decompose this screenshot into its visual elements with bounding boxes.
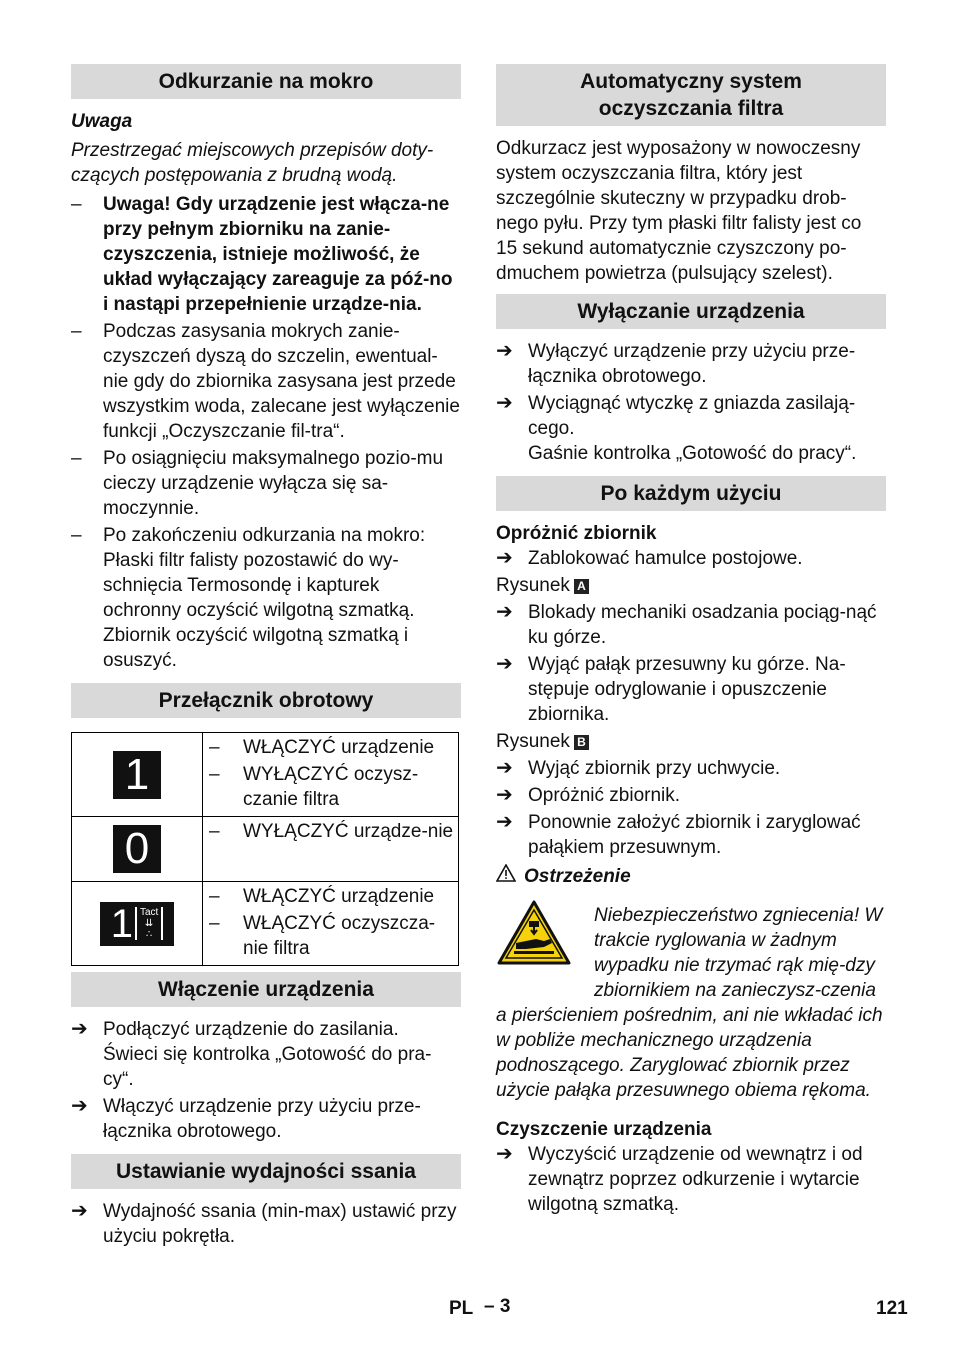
warning-title: Ostrzeżenie [524, 866, 631, 887]
figure-reference [496, 729, 886, 754]
note-text: Przestrzegać miejscowych przepisów doty-czących postępowania z brudną wodą. [71, 140, 434, 186]
instruction-text: Wydajność ssania (min-max) ustawić przy użyciu pokrętła. [103, 1201, 457, 1247]
switch-table [71, 732, 459, 966]
instruction-item [496, 391, 886, 466]
arrow-right-icon: ➔ [496, 392, 513, 414]
dash-marker: – [71, 321, 82, 342]
instruction-item [496, 339, 886, 389]
arrow-right-icon: ➔ [496, 1143, 513, 1165]
subheading-cleaning: Czyszczenie urządzenia [496, 1119, 712, 1140]
list-item-text: WYŁĄCZYĆ oczysz-czanie filtra [243, 764, 419, 810]
list-item [207, 735, 454, 760]
instruction-item [71, 1017, 461, 1092]
list-item-text: Po osiągnięciu maksymalnego pozio-mu cieczy urządzenie wyłącza się sa-moczynnie. [103, 448, 444, 519]
dash-marker: – [209, 913, 220, 934]
list-item [207, 762, 454, 812]
list-item [71, 446, 461, 521]
figure-b-badge: B [574, 735, 589, 750]
figure-reference [496, 573, 886, 598]
section-heading-rotary-switch: Przełącznik obrotowy [71, 683, 461, 718]
arrow-right-icon: ➔ [496, 547, 513, 569]
switch-symbol-cell [72, 817, 203, 882]
list-item [71, 523, 461, 673]
instruction-item [496, 652, 886, 727]
warning-text: Niebezpieczeństwo zgniecenia! W trakcie ryglowania w żadnym wypadku nie trzymać rąk mię-dzy zbiornikiem na zanieczysz-czenia a pierścieniem pośrednim, ani nie wkładać ich w pobliże mechanicznego urządzenia podnoszącego. Zaryglować zbiornik przez użycie pałąka przesuwnego obiema rękoma. [496, 905, 883, 1101]
footer-section: – 3 [484, 1296, 511, 1317]
section-heading-auto-filter-cleaning: Automatyczny system oczyszczania filtra [496, 64, 886, 126]
arrow-right-icon: ➔ [496, 653, 513, 675]
instruction-text: Włączyć urządzenie przy użyciu prze-łącznika obrotowego. [103, 1096, 421, 1142]
section-heading-wet-vacuuming: Odkurzanie na mokro [71, 64, 461, 99]
warning-header [496, 864, 886, 889]
section-heading-after-use: Po każdym użyciu [496, 476, 886, 511]
left-column [71, 64, 461, 1251]
arrow-right-icon: ➔ [496, 811, 513, 833]
dash-marker: – [71, 194, 82, 215]
figure-label: Rysunek [496, 731, 570, 752]
instruction-result: Gaśnie kontrolka „Gotowość do pracy“. [528, 443, 857, 464]
list-item-text: WŁĄCZYĆ urządzenie [243, 737, 435, 758]
dash-marker: – [71, 448, 82, 469]
instruction-text: Zablokować hamulce postojowe. [528, 548, 803, 569]
list-item-text: WŁĄCZYĆ urządzenie [243, 886, 435, 907]
instruction-item [496, 546, 886, 571]
instruction-text: Wyjąć zbiornik przy uchwycie. [528, 758, 781, 779]
instruction-item [496, 810, 886, 860]
instruction-item [496, 600, 886, 650]
list-item-text: Podczas zasysania mokrych zanie-czyszczeń dyszą do szczelin, ewentual-nie gdy do zbiornika zasysana jest przede wszystkim woda, zalecane jest wyłączenie funkcji „Oczyszczanie fil-tra“. [103, 321, 460, 442]
instruction-text: Ponownie założyć zbiornik i zaryglować pałąkiem przesuwnym. [528, 812, 861, 858]
instruction-text: Wyczyścić urządzenie od wewnątrz i od zewnątrz poprzez odkurzenie i wytarcie wilgotną szmatką. [528, 1144, 863, 1215]
footer-language: PL [449, 1298, 474, 1319]
arrow-right-icon: ➔ [71, 1200, 88, 1222]
instruction-text [103, 1017, 461, 1092]
switch-on-icon: 1 [113, 751, 161, 799]
instruction-text: Wyjąć pałąk przesuwny ku górze. Na-stępuje odryglowanie i opuszczenie zbiornika. [528, 654, 846, 725]
arrow-right-icon: ➔ [496, 601, 513, 623]
instruction-step: Podłączyć urządzenie do zasilania. [103, 1019, 399, 1040]
right-column [496, 64, 886, 1219]
arrow-right-icon: ➔ [71, 1095, 88, 1117]
tact-label: Tact ⇊ ∴ [135, 907, 163, 940]
instruction-text: Wyłączyć urządzenie przy użyciu prze-łącznika obrotowego. [528, 341, 856, 387]
instruction-item [496, 1142, 886, 1217]
list-item-text: Po zakończeniu odkurzania na mokro: Płaski filtr falisty pozostawić do wy-schnięcia Termosondę i kapturek ochronny oczyścić wilgotną szmatką. Zbiornik oczyścić wilgotną szmatką i osuszyć. [103, 525, 426, 671]
list-item [71, 192, 461, 317]
arrow-right-icon: ➔ [71, 1018, 88, 1040]
arrow-right-icon: ➔ [496, 784, 513, 806]
section-heading-suction-power: Ustawianie wydajności ssania [71, 1154, 461, 1189]
switch-description-cell [203, 733, 459, 817]
list-item-text: WYŁĄCZYĆ urządze-nie [243, 821, 454, 842]
instruction-item [71, 1094, 461, 1144]
list-item [207, 911, 454, 961]
warning-triangle-icon [496, 864, 524, 889]
table-row [72, 733, 459, 817]
instruction-step: Wyciągnąć wtyczkę z gniazda zasilają-cego. [528, 393, 856, 439]
instruction-text: Opróżnić zbiornik. [528, 785, 681, 806]
figure-label: Rysunek [496, 575, 570, 596]
dash-marker: – [209, 886, 220, 907]
instruction-text [528, 391, 886, 466]
subheading-empty-tank: Opróżnić zbiornik [496, 523, 657, 544]
arrow-right-icon: ➔ [496, 757, 513, 779]
section-heading-power-on: Włączenie urządzenia [71, 972, 461, 1007]
arrow-right-icon: ➔ [496, 340, 513, 362]
dash-marker: – [209, 737, 220, 758]
instruction-item [496, 756, 886, 781]
switch-off-icon: 0 [113, 825, 161, 873]
paragraph: Odkurzacz jest wyposażony w nowoczesny system oczyszczania filtra, który jest szczególnie skuteczny w przypadku drob-nego pyłu. Przy tym płaski filtr falisty jest co 15 sekund automatycznie czyszczony po-dmuchem powietrza (pulsujący szelest). [496, 138, 862, 284]
list-item [207, 819, 454, 844]
page-number: 121 [876, 1298, 908, 1319]
note-title: Uwaga [71, 111, 133, 132]
dash-marker: – [71, 525, 82, 546]
instruction-result: Świeci się kontrolka „Gotowość do pra-cy“. [103, 1044, 432, 1090]
instruction-item [496, 783, 886, 808]
list-item-text: Uwaga! Gdy urządzenie jest włącza-ne przy pełnym zbiorniku na zanie-czyszczenia, istnieje możliwość, że układ wyłączający zareaguje za póź-no i nastąpi przepełnienie urządze-nia. [103, 194, 453, 315]
dash-marker: – [209, 821, 220, 842]
tact-text: Tact [139, 907, 159, 918]
warning-block [496, 889, 886, 1107]
table-row [72, 882, 459, 966]
switch-description-cell [203, 882, 459, 966]
switch-tact-digit: 1 [110, 901, 133, 946]
switch-description-cell [203, 817, 459, 882]
switch-tact-icon [100, 902, 174, 946]
switch-symbol-cell [72, 733, 203, 817]
instruction-text: Blokady mechaniki osadzania pociąg-nąć ku górze. [528, 602, 877, 648]
hand-crush-hazard-icon [496, 899, 588, 991]
switch-symbol-cell [72, 882, 203, 966]
list-item [71, 319, 461, 444]
figure-a-badge: A [574, 579, 589, 594]
list-item [207, 884, 454, 909]
dash-marker: – [209, 764, 220, 785]
section-heading-power-off: Wyłączanie urządzenia [496, 294, 886, 329]
list-item-text: WŁĄCZYĆ oczyszcza-nie filtra [243, 913, 436, 959]
instruction-item [71, 1199, 461, 1249]
table-row [72, 817, 459, 882]
